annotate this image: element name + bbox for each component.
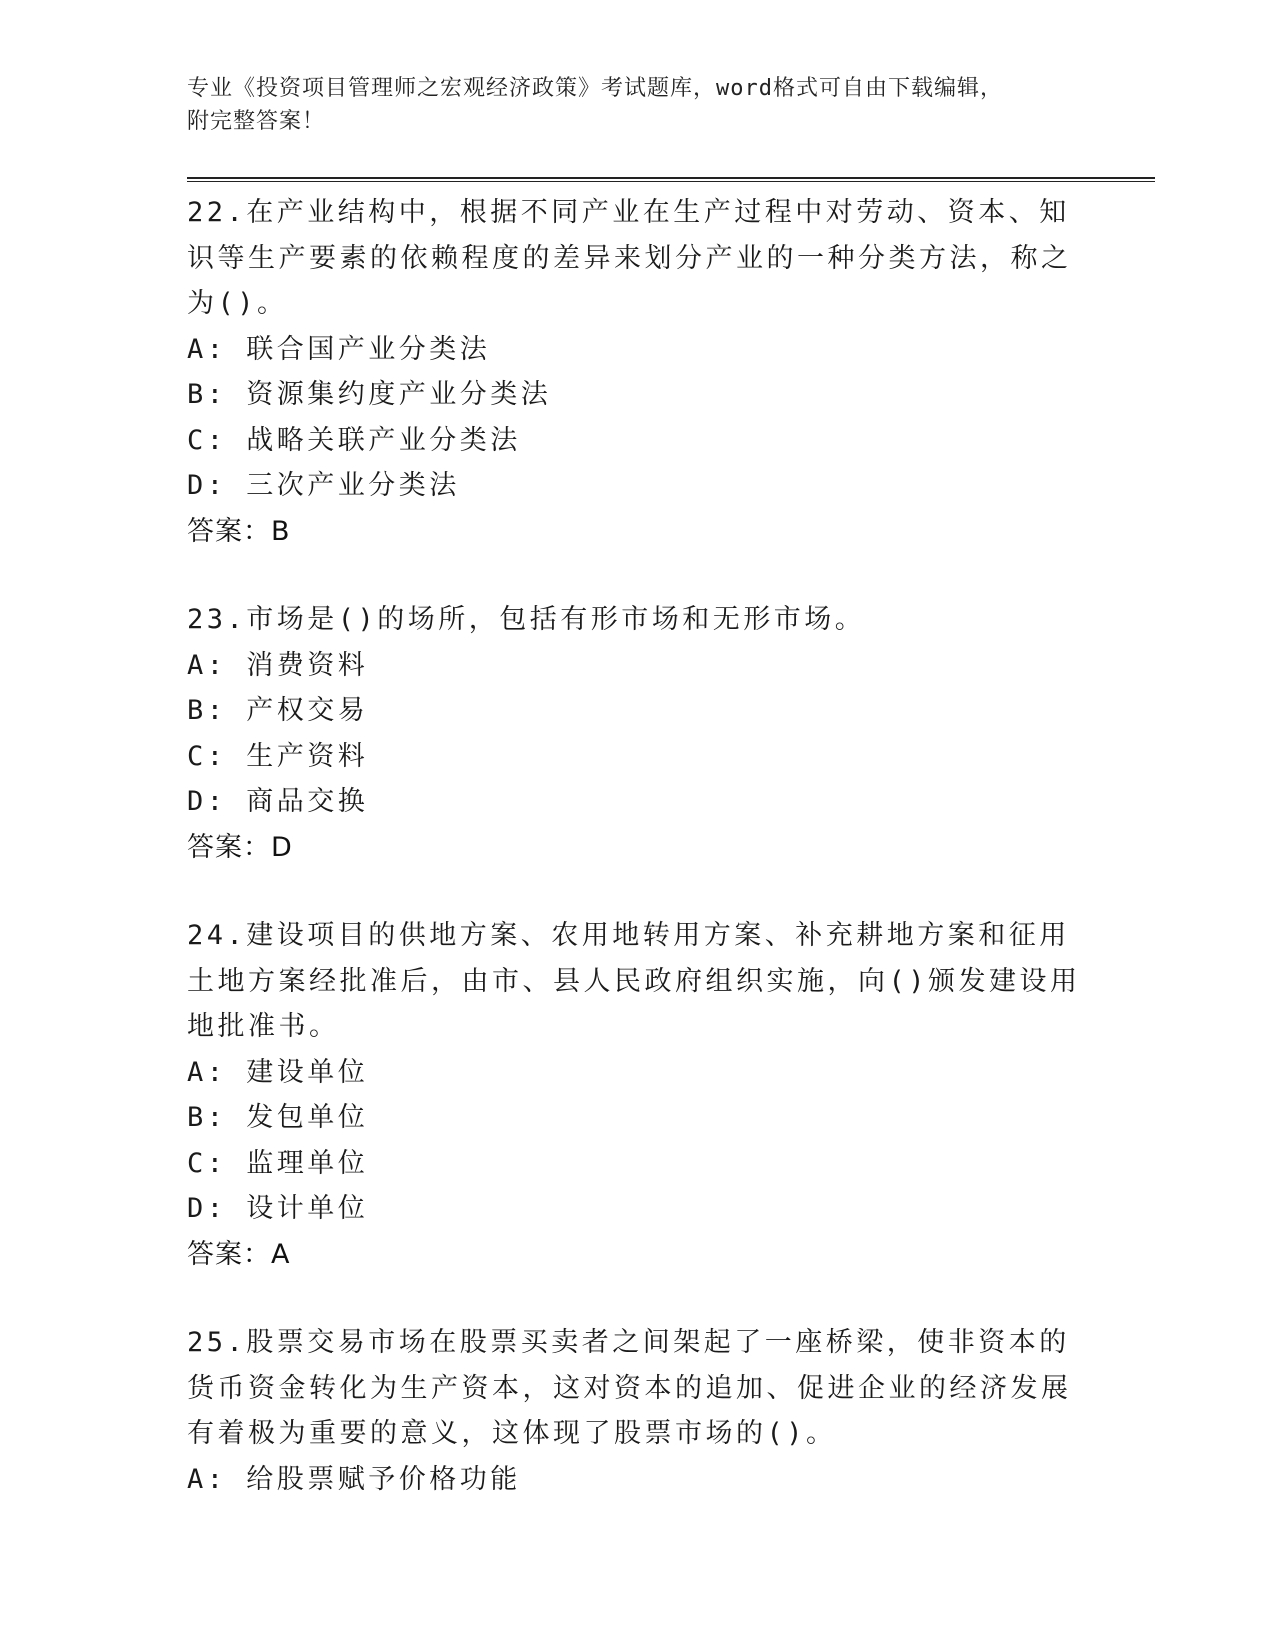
document-header (187, 72, 1067, 138)
question-list (187, 190, 1087, 1545)
question-22 (187, 190, 1087, 554)
answer-label: 答案：D (187, 831, 293, 863)
answer-label: 答案：A (187, 1238, 291, 1270)
question-stem: 23.市场是()的场所，包括有形市场和无形市场。 (187, 604, 866, 635)
option-c: C: 战略关联产业分类法 (187, 424, 521, 456)
option-a: A: 联合国产业分类法 (187, 333, 491, 365)
question-23 (187, 597, 1087, 870)
option-a: A: 给股票赋予价格功能 (187, 1463, 521, 1495)
question-stem: 24.建设项目的供地方案、农用地转用方案、补充耕地方案和征用土地方案经批准后，由市、县人民政府组织实施，向()颁发建设用地批准书。 (187, 920, 1081, 1042)
header-double-rule (187, 177, 1155, 182)
option-b: B: 发包单位 (187, 1102, 369, 1133)
question-24 (187, 913, 1087, 1277)
question-stem: 22.在产业结构中，根据不同产业在生产过程中对劳动、资本、知识等生产要素的依赖程度的差异来划分产业的一种分类方法，称之为()。 (187, 197, 1072, 319)
option-a: A: 消费资料 (187, 649, 369, 681)
header-line-2: 附完整答案！ (187, 109, 326, 134)
option-c: C: 生产资料 (187, 740, 369, 772)
option-d: D: 三次产业分类法 (187, 470, 460, 501)
header-line-1: 专业《投资项目管理师之宏观经济政策》考试题库，word格式可自由下载编辑， (187, 76, 1003, 101)
option-d: D: 设计单位 (187, 1193, 369, 1224)
answer-label: 答案：B (187, 515, 291, 547)
question-25 (187, 1320, 1087, 1502)
option-b: B: 资源集约度产业分类法 (187, 379, 552, 410)
option-b: B: 产权交易 (187, 695, 369, 726)
option-c: C: 监理单位 (187, 1147, 369, 1179)
option-d: D: 商品交换 (187, 786, 369, 817)
question-stem: 25.股票交易市场在股票买卖者之间架起了一座桥梁，使非资本的货币资金转化为生产资本，这对资本的追加、促进企业的经济发展有着极为重要的意义，这体现了股票市场的()。 (187, 1327, 1072, 1449)
option-a: A: 建设单位 (187, 1056, 369, 1088)
